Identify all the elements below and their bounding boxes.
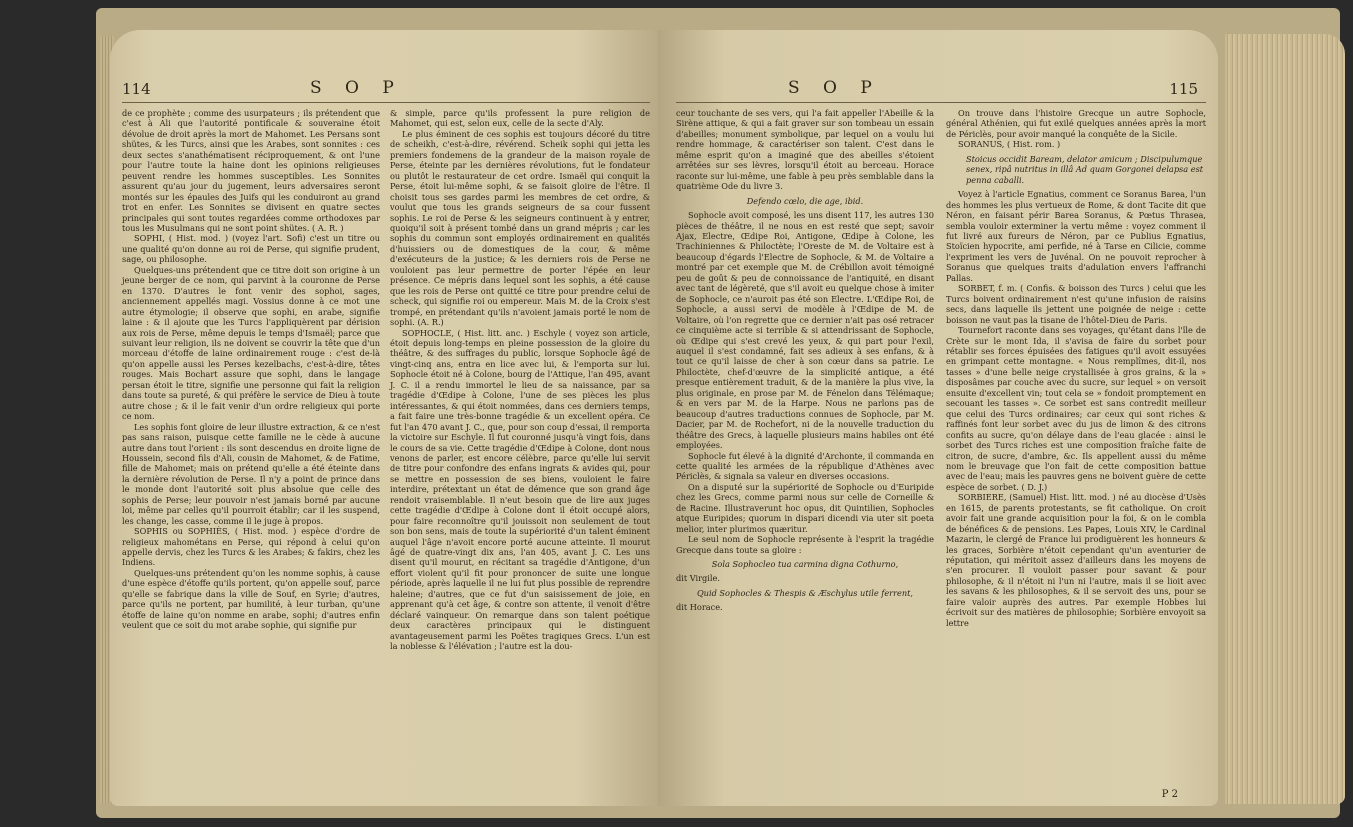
header-rule <box>676 102 1206 103</box>
paragraph: Le plus éminent de ces sophis est toujours décoré du titre de scheikh, c'est-à-dire, révérend. Scheik sophi qui jetta les premiers fondemens de la grandeur de la maison royale de Perse, éteinte par les dernières révolutions, fut le fondateur ou plutôt le restaurateur de cet ordre. Ismaël qui conquit la Perse, étoit lui-même sophi, & se faisoit gloire de l'être. Il choisit tous ses gardes parmi les membres de cet ordre, & voulut que tous les grands seigneurs de sa cour fussent sophis. Le roi de Perse & les seigneurs continuent à y entrer, quoiqu'il soit à présent tombé dans un grand mépris ; car les sophis du commun sont employés ordinairement en qualités d'huissiers ou de domestiques de la cour, & même d'exécuteurs de la justice; & les derniers rois de Perse ne vouloient pas leur permettre de porter l'épée en leur présence. Ce mépris dans lequel sont les sophis, a été cause que les rois de Perse ont quitté ce titre pour prendre celui de scheck, qui signifie roi ou empereur. Mais M. de la Croix s'est trompé, en prétendant qu'ils n'avoient jamais porté le nom de sophi. (A. R.) <box>390 128 650 328</box>
column-left <box>676 108 934 613</box>
page-number: 115 <box>1169 80 1198 98</box>
paragraph: Les sophis font gloire de leur illustre extraction, & ce n'est pas sans raison, puisque cette famille ne le cède à aucune autre dans tout l'orient : ils sont descendus en droite ligne de Houssein, second fils d'Ali, cousin de Mahomet, & de Fatime, fille de Mahomet; mais on prétend qu'elle a été éteinte dans la dernière révolution de Perse. Il n'y a point de prince dans le monde dont l'autorité soit plus absolue que celle des sophis de Perse; leur pouvoir n'est jamais borné par aucune loi, même par celles qu'il pourroit établir; car il les suspend, les change, les casse, comme il le juge à propos. <box>122 421 380 526</box>
paragraph: Sophocle fut élevé à la dignité d'Archonte, il commanda en cette qualité les armées de la république d'Athènes avec Périclès, & signala sa valeur en diverses occasions. <box>676 450 934 482</box>
column-left <box>122 108 380 631</box>
entry-soranus: SORANUS, ( Hist. rom. ) <box>958 139 1061 150</box>
entry-sophocle: SOPHOCLE, ( Hist. litt. anc. ) Eschyle ( voyez son article, étoit depuis long-temps en pleine possession de la gloire du théâtre, & des suffrages du public, lorsque Sophocle âgé de vingt-cinq ans, entra en lice avec lui, & l'emporta sur lui. Sophocle étoit né à Colone, bourg de l'Attique, l'an 495, avant J. C. il a rendu immortel le lieu de sa naissance, par sa tragédie d'Œdipe à Colone, l'une de ses pièces les plus intéressantes, & qui étoit nommées, dans ces derniers temps, a fait faire une très-bonne tragédie & un excellent opéra. Ce fut l'an 470 avant J. C., que, pour son coup d'essai, il remporta la victoire sur Eschyle. Il fut couronné jusqu'à vingt fois, dans le cours de sa vie. Cette tragédie d'Œdipe à Colone, dont nous venons de parler, est encore célèbre, parce qu'elle lui servit de titre pour confondre des enfans ingrats & avides qui, pour se mettre en possession de ses biens, vouloient le faire interdire, prétextant un état de démence que son grand âge rendoit vraisemblable. Il n'eut besoin que de lire aux juges cette tragédie d'Œdipe à Colone dont il étoit occupé alors, pour faire reconnoître qu'il jouissoit non seulement de tout son bon sens, mais de toute la supériorité d'un talent éminent auquel l'âge n'avoit encore porté aucune atteinte. Il mourut âgé de quatre-vingt dix ans, l'an 405, avant J. C. Les uns disent qu'il mourut, en récitant sa tragédie d'Antigone, d'un effort violent qu'il fit pour prononcer de suite une longue période, après laquelle il ne lui fut plus possible de reprendre haleine; d'autres, que ce fut d'un saisissement de joie, en apprenant qu'à cet âge, & contre son attente, il venoit d'être déclaré vainqueur. On remarque dans son talent poétique deux caractères principaux qui le distinguent avantageusement parmi les Poëtes tragiques Grecs. L'un est la noblesse & l'élévation ; l'autre est la dou- <box>390 327 650 652</box>
header-rule <box>122 102 650 103</box>
paragraph: Quelques-uns prétendent qu'on les nomme sophis, à cause d'une espèce d'étoffe qu'ils portent, qu'on appelle souf, parce qu'elle se fabrique dans la ville de Souf, en Syrie; d'autres, parce qu'ils ne portent, par humilité, à leur turban, qu'une étoffe de laine qu'on nomme en arabe, sophi; d'autres enfin veulent que ce soit du mot arabe sophie, qui signifie pur <box>122 567 380 631</box>
paragraph: On a disputé sur la supériorité de Sophocle ou d'Euripide chez les Grecs, comme parmi nous sur celle de Corneille & de Racine. Illustraverunt hoc opus, dit Quintilien, Sophocles atque Euripides; quorum in dispari dicendi via uter sit poeta melior, inter plurimos quæritur. <box>676 481 934 534</box>
signature-mark: P 2 <box>1161 789 1178 800</box>
running-head: S O P <box>788 78 881 98</box>
paragraph: dit Virgile. <box>676 573 720 584</box>
running-head: S O P <box>310 78 403 98</box>
paragraph: ceur touchante de ses vers, qui l'a fait appeller l'Abeille & la Sirène attique, & qui a fait graver sur son tombeau un essain d'abeilles; monument symbolique, par lequel on a voulu lui rendre hommage, & caractériser son talent. C'est dans le même esprit qu'on a imaginé que des abeilles s'étoient arrêtées sur ses lèvres, lorsqu'il étoit au berceau. Horace raconte sur lui-même, une fable à peu près semblable dans la quatrième Ode du livre 3. <box>676 108 934 192</box>
paragraph: & simple, parce qu'ils professent la pure religion de Mahomet, qui est, selon eux, celle de la secte d'Aly. <box>390 108 650 129</box>
paragraph: On trouve dans l'histoire Grecque un autre Sophocle, général Athénien, qui fut exilé quelques années après la mort de Périclès, pour avoir manqué la conquête de la Sicile. <box>946 108 1206 139</box>
paragraph: Sophocle avoit composé, les uns disent 117, les autres 130 pièces de théâtre, il ne nous en est resté que sept; savoir Ajax, Electre, Œdipe Roi, Antigone, Œdipe à Colone, les Trachiniennes & Philoctète; l'Oreste de M. de Voltaire est à beaucoup d'égards l'Electre de Sophocle, & M. de Voltaire a montré par cet exemple que M. de Crébillon avoit témoigné peu de goût & peu de connoissance de l'antiquité, en disant avec tant de légèreté, que s'il avoit eu quelque chose à imiter de Sophocle, ce n'auroit pas été son Electre. L'Œdipe Roi, de Sophocle, a aussi servi de modèle à l'Œdipe de M. de Voltaire, où l'on regrette que ce dernier n'ait pas osé retracer ce cinquième acte si terrible & si attendrissant de Sophocle, où Œdipe qui s'est crevé les yeux, & qui part pour l'exil, auquel il s'est condamné, fait ses adieux à ses enfans, & à tout ce qu'il laisse de cher à son cœur dans sa patrie. Le Philoctète, chef-d'œuvre de la simplicité antique, a été presque entièrement traduit, & de la manière la plus vive, la plus originale, en prose par M. de Fénelon dans Télémaque; & en vers par M. de la Harpe. Nous ne parlons pas de beaucoup d'autres traductions connues de Sophocle, par M. Dacier, par M. de Rochefort, ni de la nouvelle traduction du théâtre des Grecs, à laquelle plusieurs mains habiles ont été employées. <box>676 210 934 451</box>
paragraph: dit Horace. <box>676 602 723 613</box>
paragraph: Quelques-uns prétendent que ce titre doit son origine à un jeune berger de ce nom, qui parvint à la couronne de Perse en 1370. D'autres le font venir des sophoi, sages, anciennement appellés magi. Vossius donne à ce mot une autre étymologie; il observe que sophi, en arabe, signifie laine : & il ajoute que les Turcs l'appliquèrent par dérision aux rois de Perse, même depuis le temps d'Ismaël; parce que suivant leur religion, ils ne doivent se couvrir la tête que d'un morceau d'étoffe de laine ordinairement rouge : c'est de-là qu'on appelle aussi les Perses kezelbachs, c'est-à-dire, têtes rouges. Mais Bochart assure que sophi, dans le langage persan étoit le titre, signifie une personne qui fait la religion dans toute sa pureté, & qui préfère le service de Dieu à toute autre chose ; & il le fait venir d'un ordre religieux qui porte ce nom. <box>122 264 380 422</box>
verse-quote: Defendo cœlo, die age, ibid. <box>746 195 864 206</box>
right-fore-edge <box>1225 34 1345 804</box>
entry-sophis: SOPHIS ou SOPHIÈS, ( Hist. mod. ) espèce d'ordre de religieux mahométans en Perse, qui répond à celui qu'on appelle dervis, chez les Turcs & les Arabes; & fakirs, chez les Indiens. <box>122 526 380 568</box>
page-number: 114 <box>122 80 151 98</box>
right-page <box>658 30 1218 806</box>
verse-quote: Sola Sophocleo tua carmina digna Cothurno, <box>711 559 899 570</box>
entry-sorbet: SORBET, f. m. ( Confis. & boisson des Turcs ) celui que les Turcs boivent ordinairement n'est qu'une infusion de raisins secs, dans laquelle ils jettent une poignée de neige : cette boisson ne vaut pas la tisane de l'hôtel-Dieu de Paris. <box>946 283 1206 325</box>
paragraph: Voyez à l'article Egnatius, comment ce Soranus Barea, l'un des hommes les plus vertueux de Rome, & dont Tacite dit que Néron, en faisant périr Barea Soranus, & Pœtus Thrasea, sembla vouloir exterminer la vertu même : voyez comment il fut livré aux fureurs de Néron, par ce Publius Egnatius, Stoïcien hypocrite, ami perfide, né à Tarse en Cilicie, comme l'expriment les vers de Juvénal. On ne pouvoit reprocher à Soranus que quelques traits d'adulation envers l'affranchi Pallas. <box>946 189 1206 283</box>
entry-sorbiere: SORBIERE, (Samuel) Hist. litt. mod. ) né au diocèse d'Usès en 1615, de parents protestants, se fit catholique. On croit avoir fait une grande acquisition pour la foi, & on le combla de bénéfices & de pensions. Les Papes, Louis XIV, le Cardinal Mazarin, le clergé de France lui prodiguèrent les honneurs & les graces, Sorbière n'étoit cependant qu'un aventurier de réputation, qui méritoit assez d'ailleurs dans les moyens de s'en procurer. Il vouloit passer pour savant & pour philosophe, & il n'étoit ni l'un ni l'autre, mais il se lioit avec les savans & les philosophes, & il se servoit des uns, pour se faire valoir auprès des autres. Par exemple Hobbes lui écrivoit sur des matières de philosophie; Sorbière envoyoit sa lettre <box>946 492 1206 628</box>
verse-quote: Quid Sophocles & Thespis & Æschylus utile ferrent, <box>696 587 914 598</box>
paragraph: Le seul nom de Sophocle représente à l'esprit la tragédie Grecque dans toute sa gloire : <box>676 534 934 555</box>
entry-sophi: SOPHI, ( Hist. mod. ) (voyez l'art. Sofi) c'est un titre ou une qualité qu'on donne au roi de Perse, qui signifie prudent, sage, ou philosophe. <box>122 233 380 265</box>
left-page <box>110 30 658 806</box>
column-right <box>390 108 650 652</box>
column-right <box>946 108 1206 628</box>
paragraph: Tournefort raconte dans ses voyages, qu'étant dans l'île de Crète sur le mont Ida, il s'avisa de faire du sorbet pour rétablir ses forces épuisées des fatigues qu'il avoit essuyées en grimpant cette montagne. « Nous remplîmes, dit-il, nos tasses » d'une belle neige crystallisée à gros grains, & la » disposâmes par couche avec du sucre, sur lequel » on versoit ensuite d'excellent vin; tout cela se » fondoit promptement en secouant les tasses ». Ce sorbet est sans contredit meilleur que celui des Turcs ordinaires; car ceux qui sont riches & raffinés font leur sorbet avec du jus de limon & des citrons confits au sucre, qu'on délaye dans de l'eau glacée : ainsi le sorbet des Turcs riches est une composition fraîche faite de citron, de sucre, d'ambre, &c. Ils appellent aussi du même nom le breuvage que l'on fait de cette composition battue avec de l'eau; mais les pauvres gens ne boivent guère de cette espèce de sorbet. ( D. J.) <box>946 325 1206 492</box>
verse-quote: Stoicus occidit Baream, delator amicum ; Discipulumque senex, ripâ nutritus in illâ Ad quam Gorgonei delapsa est penna caballi. <box>966 153 1204 185</box>
paragraph: de ce prophète ; comme des usurpateurs ; ils prétendent que c'est à Ali que l'autorité pontificale & souveraine étoit dévolue de droit après la mort de Mahomet. Les Persans sont shütes, & les Turcs, ainsi que les Arabes, sont sonnites : ces deux sectes s'anathématisent réciproquement, & ont l'une pour l'autre toute la haine dont les opinions religieuses peuvent rendre les hommes susceptibles. Les Sonnites assurent qu'au jour du jugement, leurs adversaires seront montés sur les épaules des Juifs qui les conduiront au grand trot en enfer. Les Sonnites se divisent en quatre sectes principales qui sont toutes regardées comme orthodoxes par tous les Musulmans qui ne sont point shütes. ( A. R. ) <box>122 108 380 233</box>
